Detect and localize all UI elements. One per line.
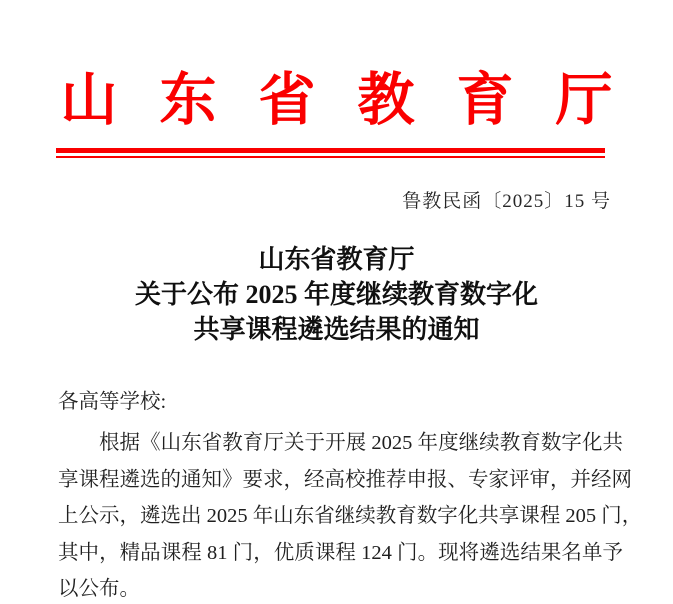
notice-title-line: 山东省教育厅 (258, 245, 415, 274)
notice-title (0, 242, 673, 347)
divider-thin-line (56, 156, 605, 158)
notice-title-line: 共享课程遴选结果的通知 (193, 315, 480, 344)
paragraph-line: 以公布。 (58, 578, 140, 600)
document-number: 鲁教民函〔2025〕15 号 (402, 191, 611, 212)
paragraph-line: 享课程遴选的通知》要求，经高校推荐申报、专家评审，并经网 (58, 468, 632, 491)
salutation: 各高等学校: (58, 391, 167, 413)
letterhead-divider (56, 148, 605, 158)
body-paragraph (58, 425, 643, 604)
paragraph-line: 上公示，遴选出 2025 年山东省继续教育数字化共享课程 205 门， (58, 505, 643, 527)
notice-title-line: 关于公布 2025 年度继续教育数字化 (134, 280, 538, 309)
notice-body (58, 383, 643, 604)
paragraph-line: 根据《山东省教育厅关于开展 2025 年度继续教育数字化共 (99, 432, 623, 454)
divider-thick-line (56, 148, 605, 153)
paragraph-line: 其中，精品课程 81 门，优质课程 124 门。现将遴选结果名单予 (58, 541, 623, 564)
agency-letterhead: 山东省教育厅 (60, 69, 655, 132)
